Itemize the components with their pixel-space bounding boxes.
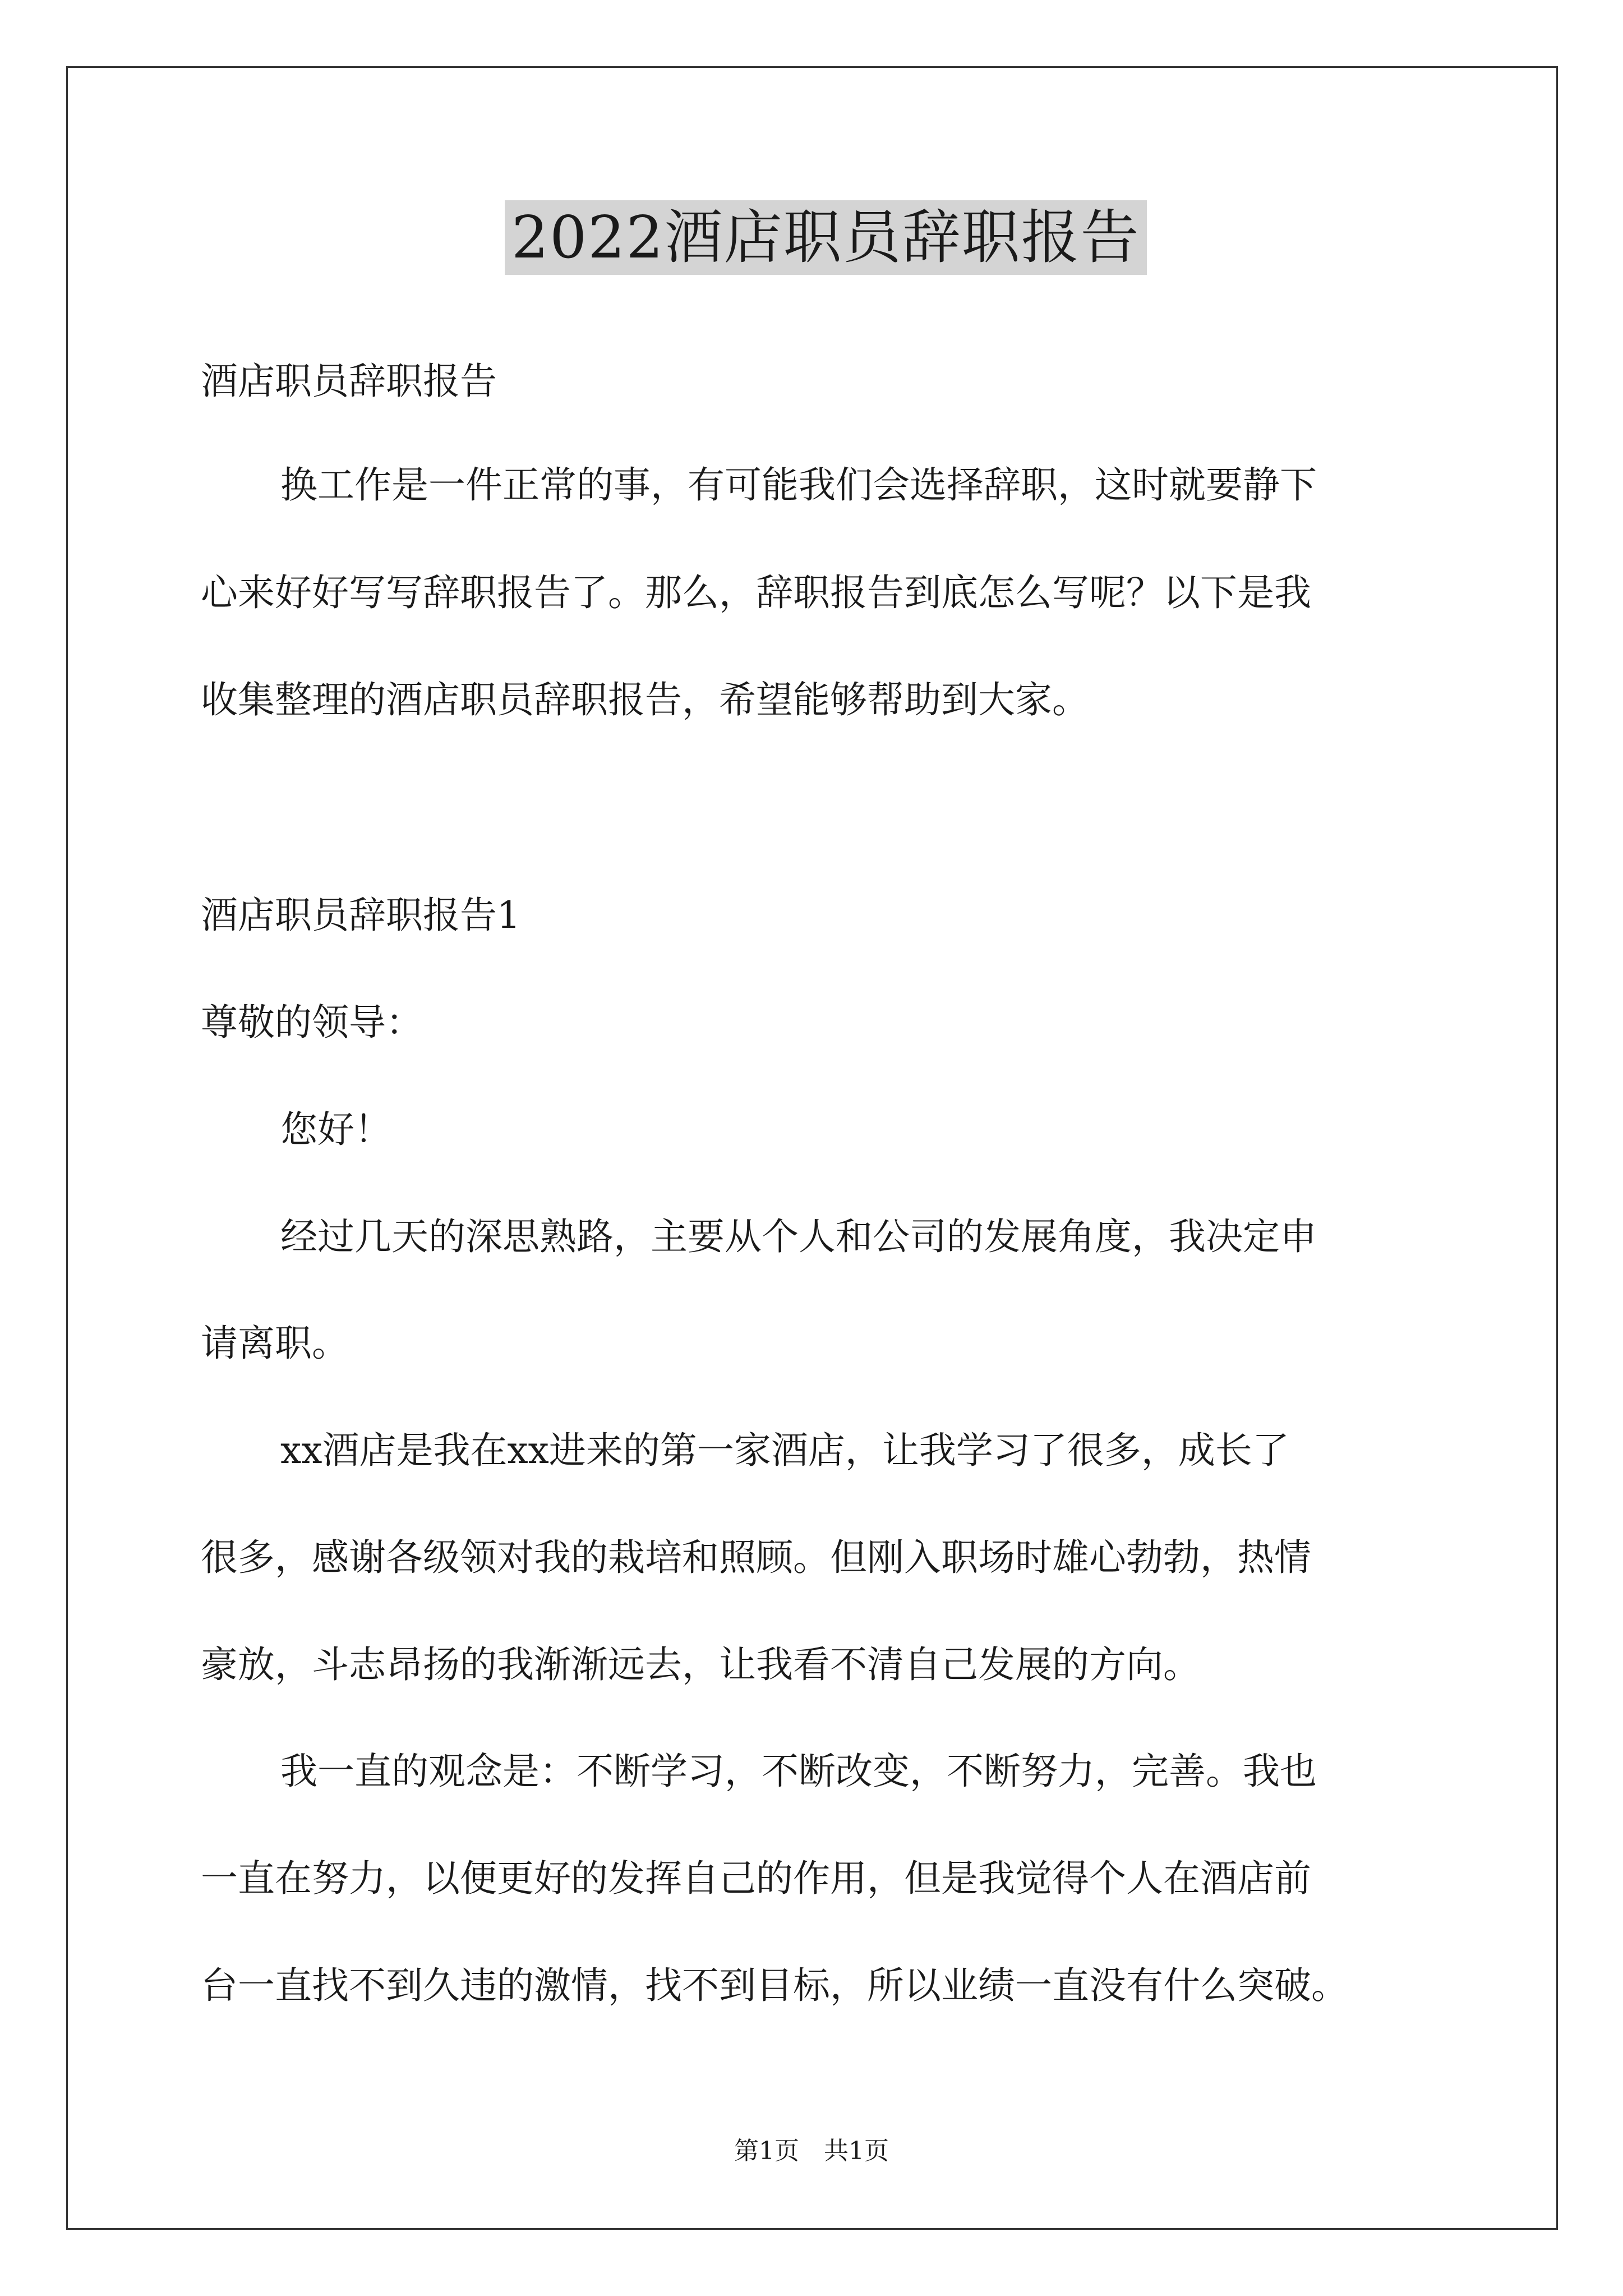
section-heading: 酒店职员辞职报告1 — [201, 894, 520, 937]
body-line: 心来好好写写辞职报告了。那么，辞职报告到底怎么写呢？以下是我 — [201, 571, 1311, 614]
body-line: 豪放，斗志昂扬的我渐渐远去，让我看不清自己发展的方向。 — [201, 1643, 1200, 1686]
page-footer: 第1页 共1页 — [734, 2137, 889, 2165]
salutation-line: 尊敬的领导： — [201, 1001, 423, 1044]
body-line: 换工作是一件正常的事，有可能我们会选择辞职，这时就要静下 — [280, 463, 1317, 507]
body-line: 很多，感谢各级领对我的栽培和照顾。但刚入职场时雄心勃勃，热情 — [201, 1536, 1311, 1579]
body-line: 经过几天的深思熟路，主要从个人和公司的发展角度，我决定申 — [280, 1215, 1317, 1258]
body-line: 请离职。 — [201, 1322, 349, 1365]
greeting-line: 您好！ — [280, 1108, 391, 1151]
subtitle-line: 酒店职员辞职报告 — [201, 360, 497, 403]
body-line: 我一直的观念是：不断学习，不断改变，不断努力，完善。我也 — [280, 1750, 1317, 1793]
body-line: 一直在努力，以便更好的发挥自己的作用，但是我觉得个人在酒店前 — [201, 1857, 1311, 1900]
body-line: xx酒店是我在xx进来的第一家酒店，让我学习了很多，成长了 — [280, 1429, 1289, 1472]
body-line: 台一直找不到久违的激情，找不到目标，所以业绩一直没有什么突破。 — [201, 1964, 1348, 2007]
document-title: 2022酒店职员辞职报告 — [505, 200, 1147, 275]
body-line: 收集整理的酒店职员辞职报告，希望能够帮助到大家。 — [201, 678, 1089, 721]
